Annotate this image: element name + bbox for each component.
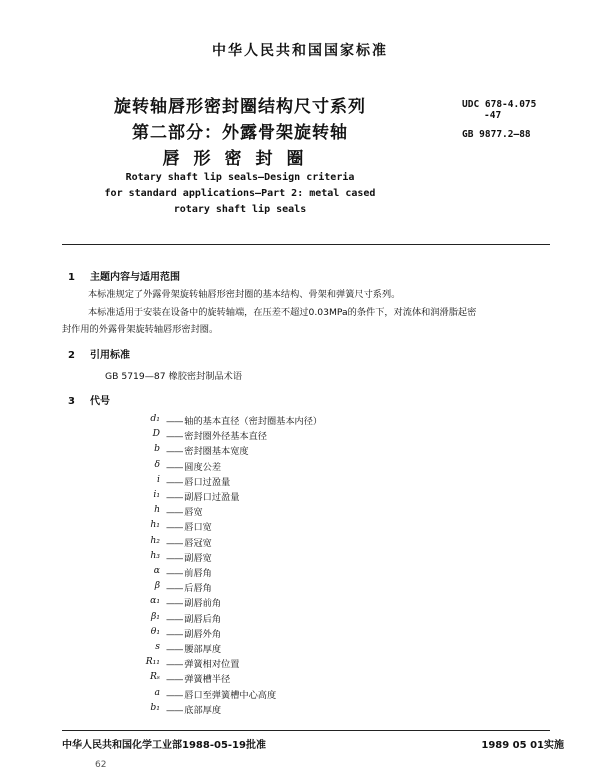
standard-label: 中华人民共和国国家标准 <box>212 43 388 59</box>
symbol: h₁ <box>150 519 160 531</box>
title-en-line-2: for standard applications—Part 2: metal cased <box>104 188 376 199</box>
symbol: D <box>152 428 160 440</box>
symbol: β₁ <box>151 610 160 622</box>
symbol: Rₛ <box>149 671 160 683</box>
reference-standard: GB 5719—87 橡胶密封制品术语 <box>105 371 243 382</box>
symbol-description: —— 腰部厚度 <box>166 641 221 655</box>
symbol-description: —— 密封圈外径基本直径 <box>166 428 267 442</box>
symbol-row <box>62 443 462 458</box>
symbol-row <box>62 489 462 504</box>
symbol: b <box>154 443 160 455</box>
title-cn-line-2: 第二部分：外露骨架旋转轴 <box>132 123 348 143</box>
symbol-description: —— 副唇后角 <box>166 611 221 625</box>
symbol-description: —— 副唇外角 <box>166 626 221 640</box>
symbol-row <box>62 504 462 519</box>
symbol: R₁₁ <box>145 656 160 668</box>
symbol-description: —— 圆度公差 <box>166 459 221 473</box>
symbol: α₁ <box>150 595 160 607</box>
symbol: δ <box>154 458 160 470</box>
symbol-description: —— 前唇角 <box>166 565 212 579</box>
symbol-row <box>62 687 462 702</box>
implementation-date: 1989 05 01实施 <box>481 740 564 751</box>
title-cn-line-3: 唇形密封圈 <box>162 149 318 169</box>
symbol: h <box>154 504 160 516</box>
section-1-title: 主题内容与适用范围 <box>90 272 180 283</box>
title-en-line-1: Rotary shaft lip seals—Design criteria <box>125 172 355 183</box>
symbol-description: —— 唇口宽 <box>166 519 212 533</box>
section-1-para-2a: 本标准适用于安装在设备中的旋转轴端，在压差不超过0.03MPa的条件下，对流体和润滑脂起密 <box>88 307 477 318</box>
symbol: s <box>155 641 160 652</box>
udc-code-cont: -47 <box>484 110 502 121</box>
symbol: d₁ <box>150 413 160 424</box>
symbol: a <box>154 686 160 698</box>
approval-line: 中华人民共和国化学工业部1988-05-19批准 <box>62 740 266 751</box>
symbol-description: —— 唇口过盈量 <box>166 474 230 488</box>
symbol-description: —— 唇冠宽 <box>166 535 212 549</box>
symbol-description: —— 唇宽 <box>166 504 203 518</box>
symbol: h₂ <box>150 534 160 546</box>
title-en-line-3: rotary shaft lip seals <box>173 204 307 215</box>
symbol-row <box>62 550 462 565</box>
section-1-para-2b: 封作用的外露骨架旋转轴唇形密封圈。 <box>62 324 219 335</box>
symbol-row <box>62 702 462 717</box>
symbol-description: —— 唇口至弹簧槽中心高度 <box>166 687 276 701</box>
symbol-description: —— 轴的基本直径（密封圈基本内径） <box>166 413 322 427</box>
symbol: h₃ <box>150 549 160 561</box>
symbol: β <box>154 580 160 592</box>
udc-code: UDC 678-4.075 <box>462 99 537 110</box>
section-2-number: 2 <box>68 350 75 361</box>
symbol-row <box>62 671 462 686</box>
section-3-heading <box>68 392 110 407</box>
section-2-heading <box>68 346 130 361</box>
symbol-row <box>62 459 462 474</box>
symbol-description: —— 副唇口过盈量 <box>166 489 239 503</box>
section-2-title: 引用标准 <box>90 350 130 361</box>
symbol-description: —— 副唇前角 <box>166 595 221 609</box>
symbol-row <box>62 611 462 626</box>
symbol-row <box>62 656 462 671</box>
symbol-row <box>62 641 462 656</box>
symbol-description: —— 密封圈基本宽度 <box>166 443 249 457</box>
symbol-description: —— 弹簧相对位置 <box>166 656 239 670</box>
section-1-number: 1 <box>68 272 75 283</box>
symbol-row <box>62 474 462 489</box>
gb-number: GB 9877.2—88 <box>462 129 531 140</box>
symbol: θ₁ <box>150 625 160 637</box>
symbol-row <box>62 565 462 580</box>
symbol: b₁ <box>150 701 160 713</box>
section-3-title: 代号 <box>90 396 110 407</box>
section-3-number: 3 <box>68 396 75 407</box>
symbol-description: —— 底部厚度 <box>166 702 221 716</box>
header-divider <box>62 244 550 245</box>
symbol-row <box>62 626 462 641</box>
symbol-description: —— 副唇宽 <box>166 550 212 564</box>
symbol-row <box>62 595 462 610</box>
symbol: i₁ <box>153 489 160 500</box>
symbol-row <box>62 519 462 534</box>
symbol-row <box>62 535 462 550</box>
page-number: 62 <box>95 760 107 770</box>
symbol-description: —— 弹簧槽半径 <box>166 671 230 685</box>
symbol-row <box>62 428 462 443</box>
symbol: α <box>153 565 160 576</box>
section-1-para-1: 本标准规定了外露骨架旋转轴唇形密封圈的基本结构、骨架和弹簧尺寸系列。 <box>88 289 401 300</box>
section-1-heading <box>68 268 180 283</box>
symbol-description: —— 后唇角 <box>166 580 212 594</box>
symbol: i <box>157 473 160 485</box>
symbol-row <box>62 413 462 428</box>
symbol-row <box>62 580 462 595</box>
footer-divider <box>62 730 550 731</box>
title-cn-line-1: 旋转轴唇形密封圈结构尺寸系列 <box>114 97 366 117</box>
